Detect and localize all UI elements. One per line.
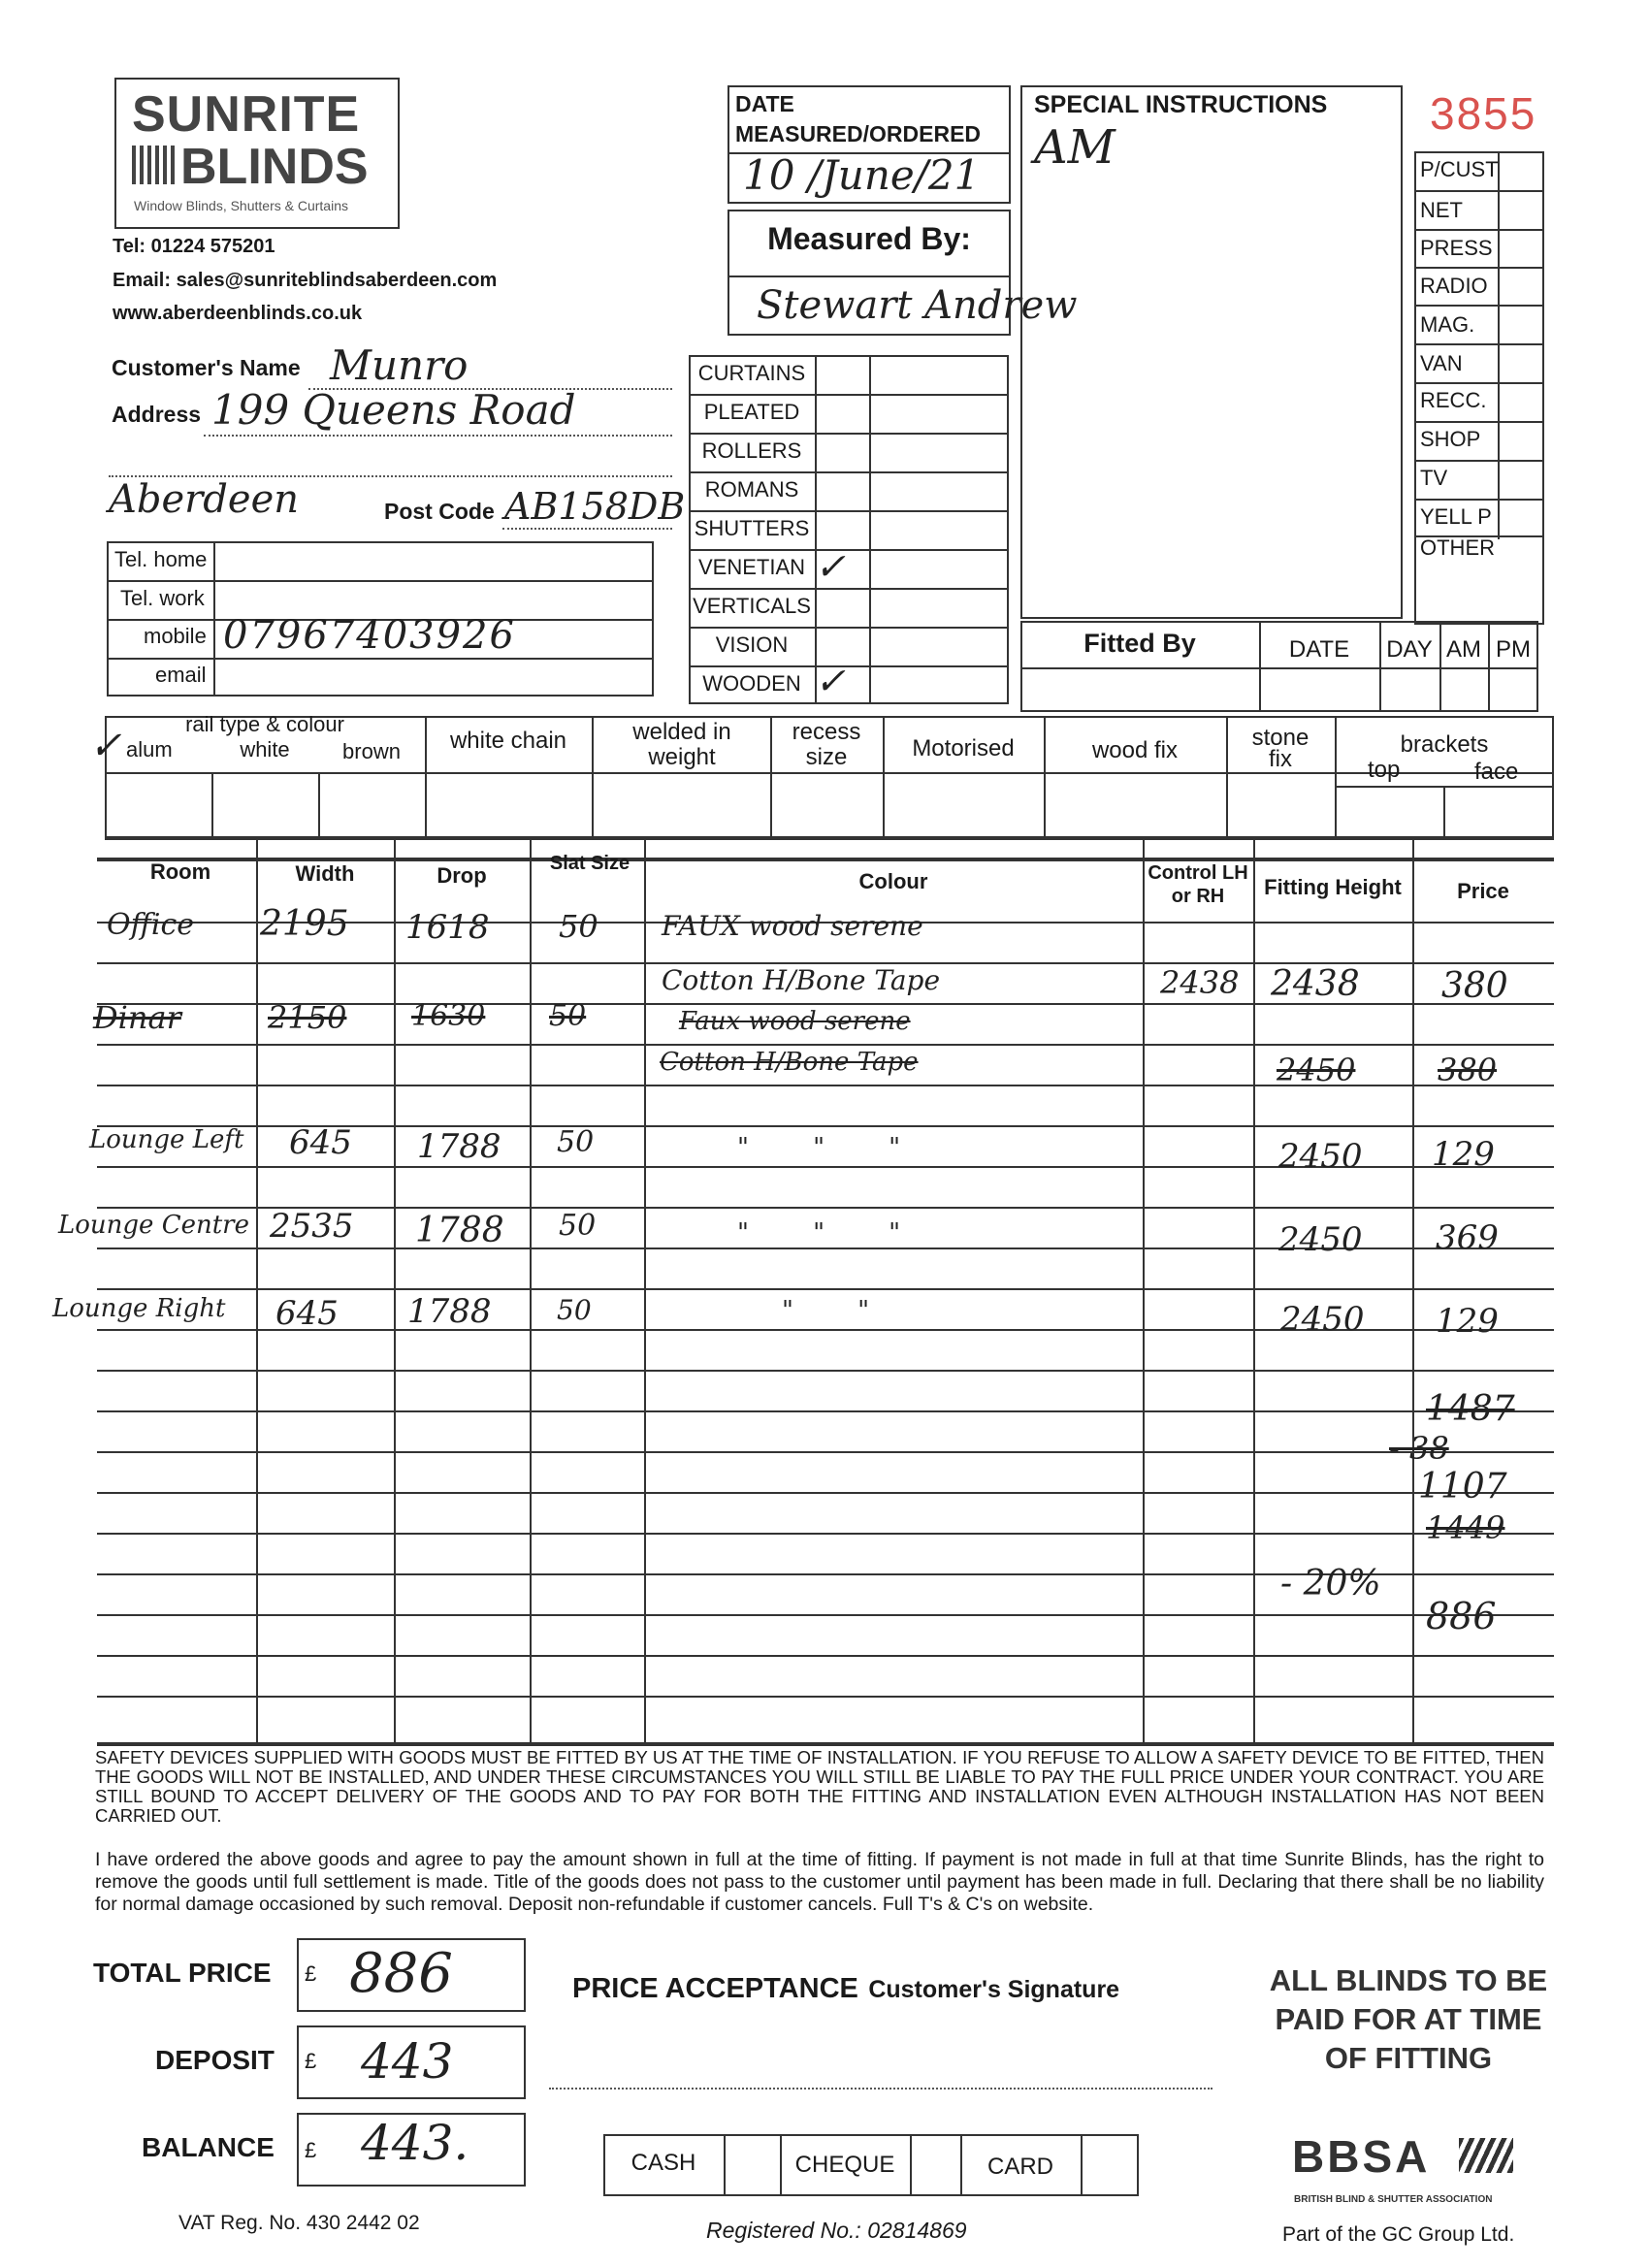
header-colour: Colour [858, 869, 928, 893]
company-tel: Tel: 01224 575201 [113, 236, 275, 257]
row5-colour: " " " [737, 1133, 901, 1162]
fitted-pm-label: PM [1496, 636, 1531, 663]
product-curtains: CURTAINS [697, 361, 806, 385]
row7-room: Lounge Right [52, 1294, 226, 1323]
contact-label-mobile: mobile [144, 624, 207, 648]
row3-drop: 1630 [411, 999, 486, 1033]
address-label: Address [112, 402, 202, 427]
row4-price: 380 [1438, 1052, 1498, 1088]
source-press: PRESS [1420, 236, 1493, 260]
option-wood-fix: wood fix [1091, 737, 1179, 763]
row3-colour: Faux wood serene [679, 1007, 911, 1036]
row6-colour: " " " [737, 1218, 901, 1247]
option-alum: alum [126, 737, 173, 761]
date-value: 10 /June/21 [743, 151, 981, 199]
price-acceptance-label: PRICE ACCEPTANCE [572, 1973, 858, 2004]
row6-width: 2535 [270, 1207, 354, 1246]
company-website: www.aberdeenblinds.co.uk [113, 303, 363, 324]
logo-tagline: Window Blinds, Shutters & Curtains [134, 198, 348, 213]
row2-price: 380 [1441, 966, 1508, 1006]
fitted-date-label: DATE [1288, 636, 1350, 663]
header-width: Width [295, 861, 355, 886]
row6-fitting: 2450 [1278, 1220, 1363, 1259]
row4-fitting: 2450 [1277, 1052, 1356, 1088]
measured-by-value: Stewart Andrew [757, 283, 1078, 328]
header-control: Control LH or RH [1148, 862, 1248, 907]
row1-width: 2195 [260, 904, 349, 944]
source-recc: RECC. [1420, 388, 1487, 412]
source-net: NET [1420, 198, 1463, 222]
deposit-currency: £ [305, 2049, 317, 2073]
calc-revised: 1449 [1426, 1509, 1505, 1546]
group-line: Part of the GC Group Ltd. [1282, 2223, 1515, 2246]
product-romans: ROMANS [704, 477, 799, 502]
company-email: Email: sales@sunriteblindsaberdeen.com [113, 270, 498, 291]
source-van: VAN [1420, 351, 1463, 375]
terms-safety: SAFETY DEVICES SUPPLIED WITH GOODS MUST BE FITTED BY US AT THE TIME OF INSTALLATION. IF YOU REFUSE TO ALLOW A SAFETY DEVICE TO BE FITTED, THEN THE GOODS WILL NOT BE INSTALLED, AND UNDER THESE CIRCUMSTANCES YOU WILL STILL BE LIABLE TO PAY THE FULL PRICE UNDER YOUR CONTRACT. YOU ARE STILL BOUND TO ACCEPT DELIVERY OF THE GOODS AND TO PAY FOR BOTH THE FITTING AND INSTALLATION EVEN ALTHOUGH INSTALLATION HAS NOT BEEN CARRIED OUT. [95, 1747, 1544, 1826]
postcode-label: Post Code [384, 499, 495, 524]
option-recess: recess size [792, 719, 861, 770]
row5-drop: 1788 [417, 1127, 501, 1166]
source-pcust: P/CUST [1420, 157, 1499, 181]
option-white-chain: white chain [449, 728, 567, 754]
bbsa-logo: BBSA [1292, 2131, 1431, 2182]
header-room: Room [149, 859, 211, 884]
row6-slat: 50 [559, 1209, 597, 1243]
payment-cash[interactable]: CASH [630, 2150, 696, 2176]
balance-value: 443. [361, 2115, 469, 2171]
row6-price: 369 [1436, 1218, 1499, 1257]
calc-final: 886 [1426, 1595, 1497, 1637]
total-price-label: TOTAL PRICE [93, 1958, 272, 1988]
row7-width: 645 [275, 1294, 339, 1333]
header-slat: Slat Size [549, 853, 630, 874]
source-tv: TV [1420, 466, 1448, 490]
source-other: OTHER [1420, 535, 1495, 560]
logo-top: SUNRITE [132, 86, 361, 143]
source-mag: MAG. [1420, 312, 1475, 337]
option-stone-fix: stone fix [1251, 725, 1310, 772]
row7-slat: 50 [557, 1294, 592, 1326]
source-radio: RADIO [1420, 274, 1488, 298]
deposit-value: 443 [361, 2033, 454, 2090]
fitted-by-label: Fitted By [1083, 629, 1196, 658]
customer-name: Munro [330, 341, 469, 389]
header-price: Price [1457, 879, 1509, 903]
order-number: 3855 [1430, 88, 1537, 139]
date-label: DATE MEASURED/ORDERED [735, 91, 982, 146]
row7-fitting: 2450 [1280, 1300, 1365, 1339]
calc-total: 1107 [1418, 1467, 1507, 1507]
row2-fitting: 2438 [1271, 964, 1360, 1004]
measured-by-label: Measured By: [767, 221, 971, 256]
row3-room: Dinar [93, 999, 181, 1036]
product-shutters: SHUTTERS [694, 516, 810, 540]
product-vision: VISION [715, 632, 789, 657]
product-pleated: PLEATED [703, 400, 800, 424]
row6-room: Lounge Centre [58, 1211, 249, 1240]
balance-label: BALANCE [142, 2132, 275, 2162]
option-face: face [1474, 759, 1519, 785]
product-wooden: WOODEN [702, 671, 801, 696]
row5-room: Lounge Left [89, 1125, 244, 1154]
registered-number: Registered No.: 02814869 [706, 2218, 967, 2243]
row1-room: Office [107, 908, 194, 942]
postcode-value: AB158DB [504, 485, 686, 528]
customer-name-label: Customer's Name [112, 355, 301, 380]
header-drop: Drop [436, 863, 487, 888]
row5-fitting: 2450 [1278, 1137, 1363, 1176]
address-value: 199 Queens Road [211, 386, 576, 434]
header-fitting: Fitting Height [1264, 875, 1402, 899]
fitted-am-label: AM [1446, 636, 1481, 663]
balance-currency: £ [305, 2138, 317, 2162]
row1-colour: FAUX wood serene [662, 910, 923, 942]
special-instructions-value: AM [1034, 120, 1116, 175]
product-wooden-check-icon: ✓ [815, 660, 846, 702]
product-verticals: VERTICALS [693, 594, 811, 618]
calc-deduction: - 38 [1389, 1430, 1449, 1467]
row1-slat: 50 [559, 908, 598, 945]
row5-price: 129 [1432, 1135, 1495, 1174]
option-brackets: brackets [1400, 731, 1489, 758]
terms-agreement: I have ordered the above goods and agree to pay the amount shown in full at the time of fitting. If payment is not made in full at that time Sunrite Blinds, has the right to remove the goods until full settlement is made. Title of the goods does not pass to the customer until payment has been made in full. Declaring that there shall be no liability for normal damage occasioned by such removal. Deposit non-refundable if customer cancels. Full T's & C's on website. [95, 1849, 1544, 1915]
row7-colour: " " [782, 1296, 870, 1325]
calc-discount: - 20% [1280, 1564, 1381, 1604]
contact-label-work: Tel. work [120, 586, 205, 610]
contact-label-email: email [155, 663, 207, 687]
source-shop: SHOP [1420, 427, 1481, 451]
option-white: white [240, 737, 290, 761]
special-instructions-label: SPECIAL INSTRUCTIONS [1034, 91, 1328, 118]
row2-control: 2438 [1160, 964, 1240, 1001]
row1-drop: 1618 [405, 908, 490, 947]
address-city: Aberdeen [109, 477, 299, 522]
calc-subtotal: 1487 [1426, 1389, 1515, 1429]
row5-slat: 50 [557, 1125, 595, 1159]
logo-bottom: BLINDS [180, 139, 369, 195]
total-price-value: 886 [349, 1942, 453, 2005]
product-venetian: VENETIAN [697, 555, 806, 579]
deposit-label: DEPOSIT [155, 2045, 275, 2075]
option-welded: welded in weight [632, 719, 731, 770]
payment-card[interactable]: CARD [986, 2154, 1053, 2180]
product-venetian-check-icon: ✓ [815, 545, 846, 588]
option-brown: brown [342, 739, 401, 763]
row3-width: 2150 [268, 999, 347, 1036]
option-top: top [1368, 757, 1401, 783]
row4-colour: Cotton H/Bone Tape [660, 1048, 919, 1077]
row5-width: 645 [289, 1123, 352, 1162]
payment-notice: ALL BLINDS TO BE PAID FOR AT TIME OF FITTING [1269, 1963, 1548, 2075]
option-motorised: Motorised [912, 735, 1015, 761]
product-rollers: ROLLERS [701, 438, 802, 463]
fitted-day-label: DAY [1386, 636, 1433, 663]
bbsa-sub: BRITISH BLIND & SHUTTER ASSOCIATION [1294, 2194, 1493, 2205]
source-yellp: YELL P [1420, 504, 1492, 529]
contact-label-home: Tel. home [114, 547, 208, 571]
option-alum-check-icon: ✓ [89, 724, 122, 768]
total-currency: £ [305, 1961, 317, 1986]
signature-line[interactable] [549, 2088, 1212, 2090]
price-acceptance [572, 1973, 1119, 2005]
row3-slat: 50 [549, 999, 587, 1033]
vat-number: VAT Reg. No. 430 2442 02 [178, 2212, 420, 2234]
row2-colour: Cotton H/Bone Tape [662, 964, 941, 996]
row7-drop: 1788 [407, 1292, 492, 1331]
payment-cheque[interactable]: CHEQUE [794, 2152, 895, 2178]
contact-mobile-value: 07967403926 [223, 613, 516, 658]
bbsa-stripes-icon [1459, 2138, 1513, 2173]
row7-price: 129 [1436, 1302, 1499, 1341]
logo-stripes-icon [132, 146, 178, 184]
option-rail-type: rail type & colour [185, 712, 344, 736]
customer-signature-label: Customer's Signature [868, 1976, 1120, 2003]
row6-drop: 1788 [415, 1211, 504, 1250]
